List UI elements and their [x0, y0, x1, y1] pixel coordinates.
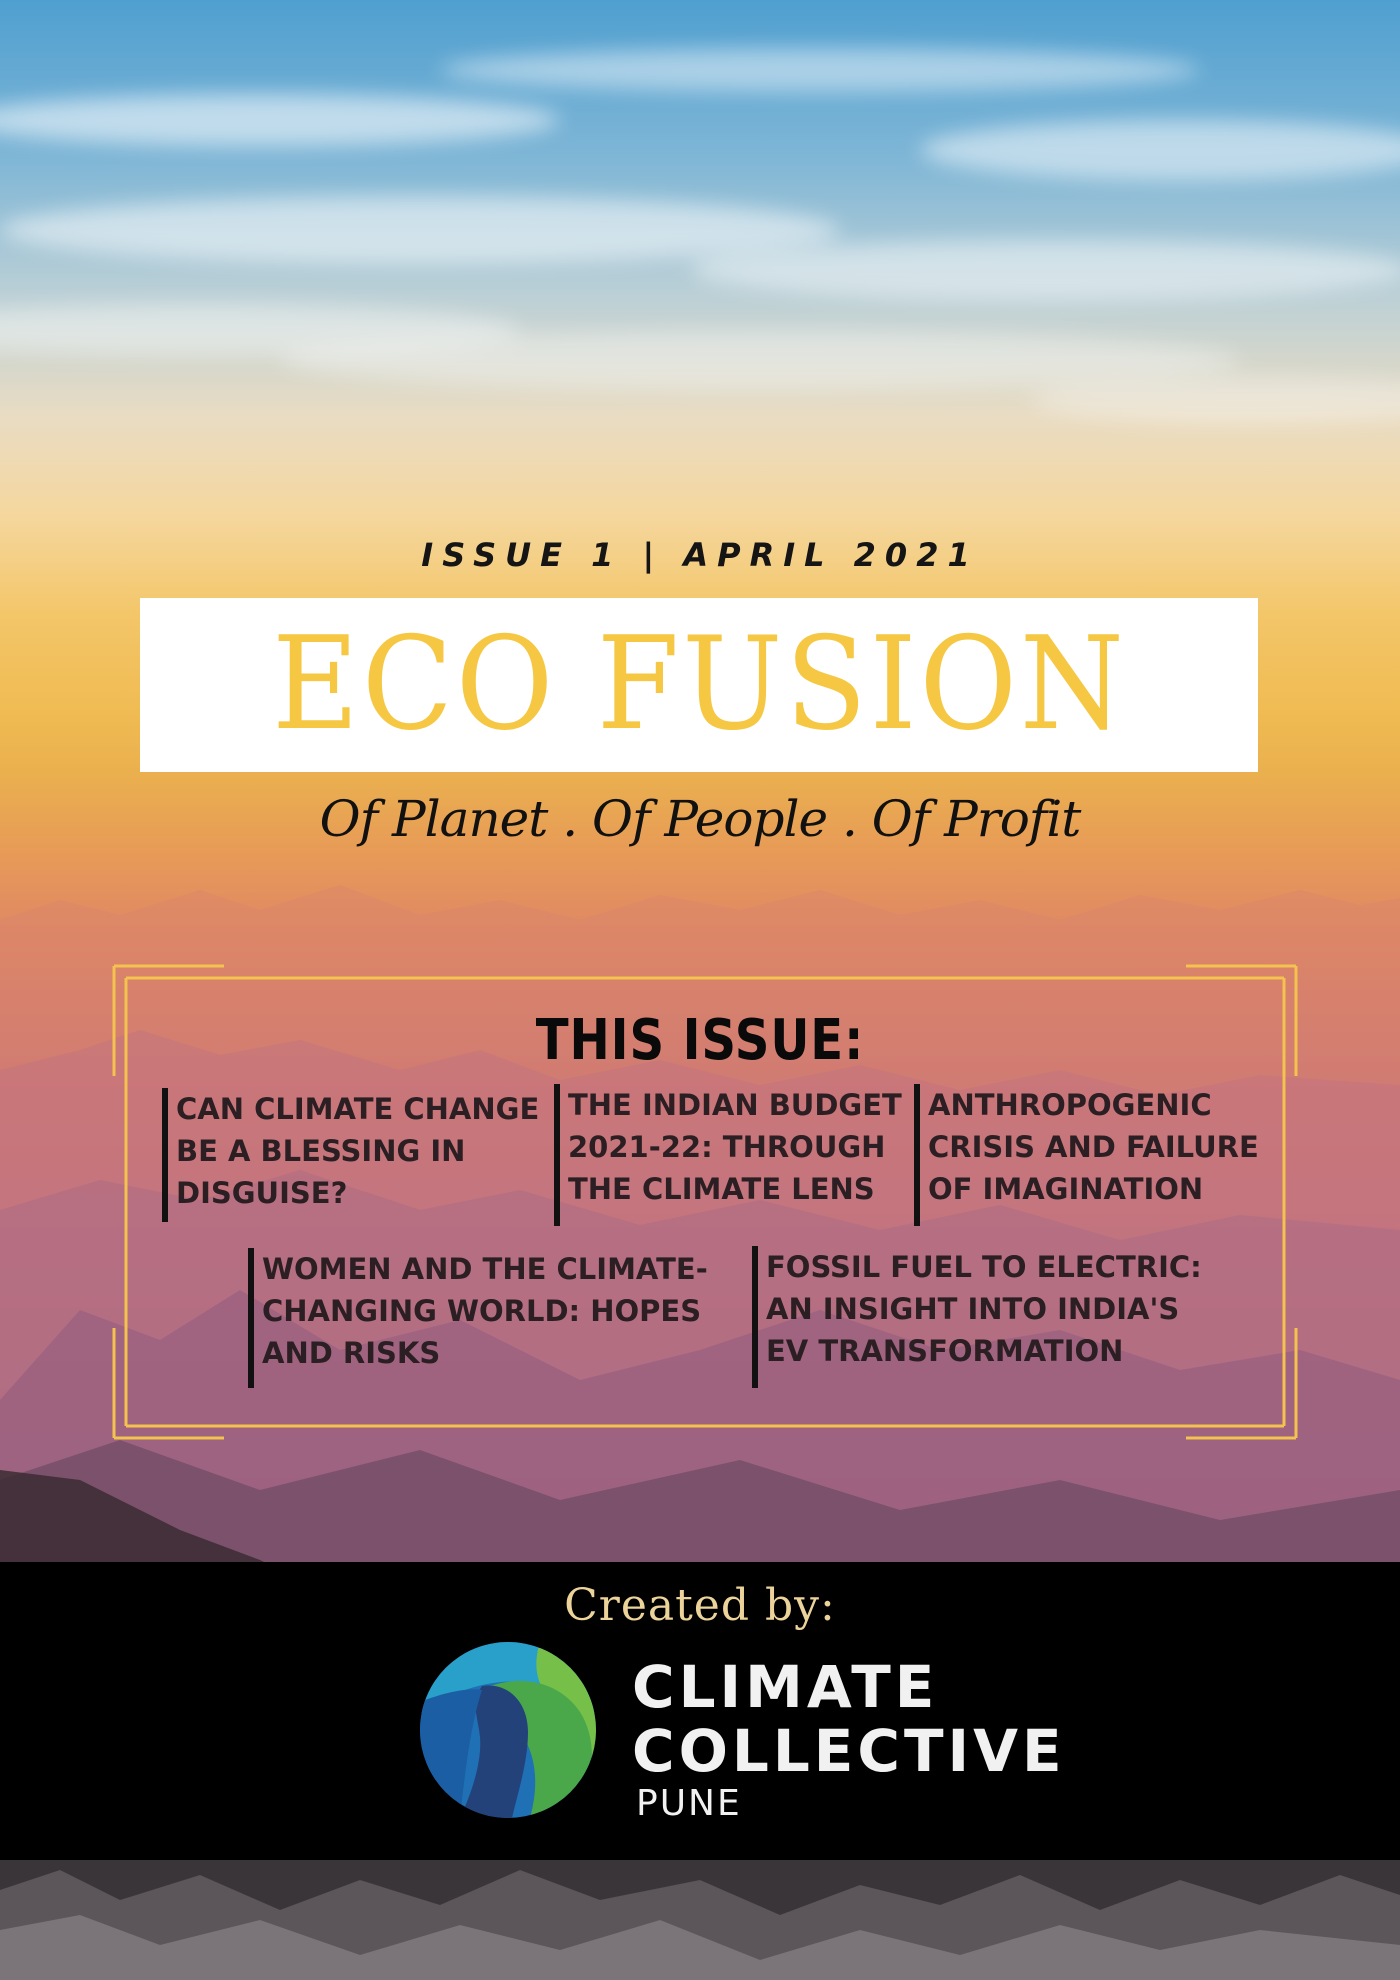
article-blessing-in-disguise[interactable]: CAN CLIMATE CHANGE BE A BLESSING IN DISGUISE? [162, 1088, 556, 1222]
article-women-climate[interactable]: WOMEN AND THE CLIMATE-CHANGING WORLD: HOPES AND RISKS [248, 1248, 722, 1388]
masthead-box [140, 598, 1258, 772]
issue-date-line: ISSUE 1 | APRIL 2021 [421, 536, 979, 574]
rocky-mountain-strip [0, 1860, 1400, 1980]
magazine-tagline: Of Planet . Of People . Of Profit [319, 790, 1081, 848]
org-name-line2: COLLECTIVE [632, 1717, 1066, 1785]
created-by-label: Created by: [564, 1580, 836, 1631]
org-city: PUNE [636, 1783, 742, 1824]
sky-clouds [0, 0, 1400, 560]
magazine-title: ECO FUSION [271, 610, 1127, 759]
contents-heading: THIS ISSUE: [535, 1008, 865, 1073]
org-name-line1: CLIMATE [632, 1653, 939, 1721]
article-fossil-fuel-ev[interactable]: FOSSIL FUEL TO ELECTRIC: AN INSIGHT INTO INDIA'S EV TRANSFORMATION [752, 1246, 1226, 1388]
article-anthropogenic-crisis[interactable]: ANTHROPOGENIC CRISIS AND FAILURE OF IMAGINATION [914, 1084, 1268, 1226]
article-indian-budget[interactable]: THE INDIAN BUDGET 2021-22: THROUGH THE CLIMATE LENS [554, 1084, 918, 1226]
climate-collective-globe-icon [420, 1642, 596, 1818]
